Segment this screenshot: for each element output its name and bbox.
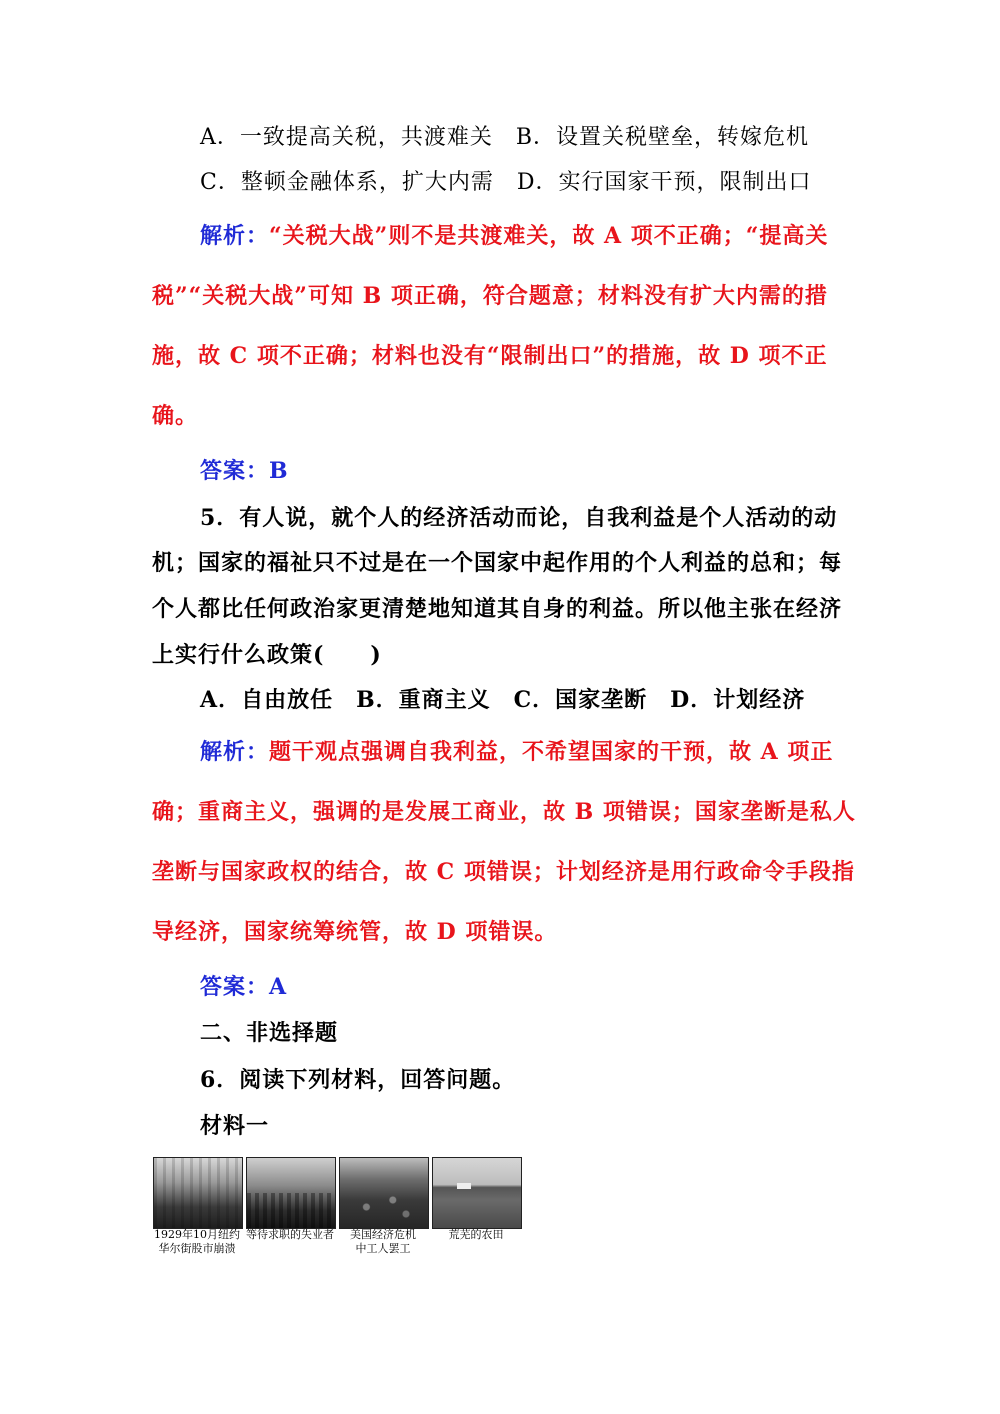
q4-analysis-line-1 <box>200 221 900 251</box>
q4-answer <box>200 456 900 486</box>
photo-caption-2: 等待求职的失业者 <box>246 1228 334 1241</box>
q5-answer <box>200 972 900 1002</box>
q5-answer-text: 答案：A <box>200 974 288 1000</box>
photo-caption-4: 荒芜的农田 <box>448 1228 504 1241</box>
photo-workers-strike <box>339 1157 429 1229</box>
photo-unemployed-waiting <box>246 1157 336 1229</box>
q5-analysis-line-4: 导经济，国家统筹统管，故 D 项错误。 <box>152 919 558 945</box>
photo-caption-3: 美国经济危机 中工人罢工 <box>350 1228 416 1255</box>
q4-options-cd: C．整顿金融体系，扩大内需 D．实行国家干预，限制出口 <box>200 170 812 195</box>
q4-options-ab: A．一致提高关税，共渡难关 B．设置关税壁垒，转嫁危机 <box>200 125 810 150</box>
q5-stem-line-4: 上实行什么政策( ) <box>152 642 382 668</box>
q5-stem-line-3: 个人都比任何政治家更清楚地知道其自身的利益。所以他主张在经济 <box>152 596 843 622</box>
q4-analysis-text-1: “关税大战”则不是共渡难关，故 A 项不正确；“提高关 <box>269 223 829 249</box>
q5-stem-line-2: 机；国家的福祉只不过是在一个国家中起作用的个人利益的总和；每 <box>152 550 843 576</box>
q5-stem-line-1: 5．有人说，就个人的经济活动而论，自我利益是个人活动的动 <box>200 505 838 531</box>
farmhouse-shape <box>457 1183 471 1189</box>
photo-wall-street-crash <box>153 1157 243 1229</box>
q5-analysis-line-2: 确；重商主义，强调的是发展工商业，故 B 项错误；国家垄断是私人 <box>152 799 856 825</box>
q4-analysis-label: 解析： <box>200 223 270 249</box>
q4-analysis-line-2: 税”“关税大战”可知 B 项正确，符合题意；材料没有扩大内需的措 <box>152 283 828 309</box>
q5-analysis-text-1: 题干观点强调自我利益，不希望国家的干预，故 A 项正 <box>269 739 834 765</box>
q4-analysis-line-4: 确。 <box>152 403 199 429</box>
material-1-photo-strip <box>153 1157 523 1257</box>
section-heading: 二、非选择题 <box>200 1020 339 1046</box>
q4-analysis-line-3: 施，故 C 项不正确；材料也没有“限制出口”的措施，故 D 项不正 <box>152 343 828 369</box>
material-1-label: 材料一 <box>200 1113 270 1139</box>
q6-stem: 6．阅读下列材料，回答问题。 <box>200 1067 516 1093</box>
photo-caption-1: 1929年10月纽约 华尔街股市崩溃 <box>154 1228 240 1255</box>
q5-options: A．自由放任 B．重商主义 C．国家垄断 D．计划经济 <box>200 687 806 713</box>
q5-analysis-line-1 <box>200 737 900 767</box>
photo-barren-farmland <box>432 1157 522 1229</box>
q5-analysis-label: 解析： <box>200 739 270 765</box>
q5-analysis-line-3: 垄断与国家政权的结合，故 C 项错误；计划经济是用行政命令手段指 <box>152 859 855 885</box>
q4-answer-text: 答案：B <box>200 458 289 484</box>
